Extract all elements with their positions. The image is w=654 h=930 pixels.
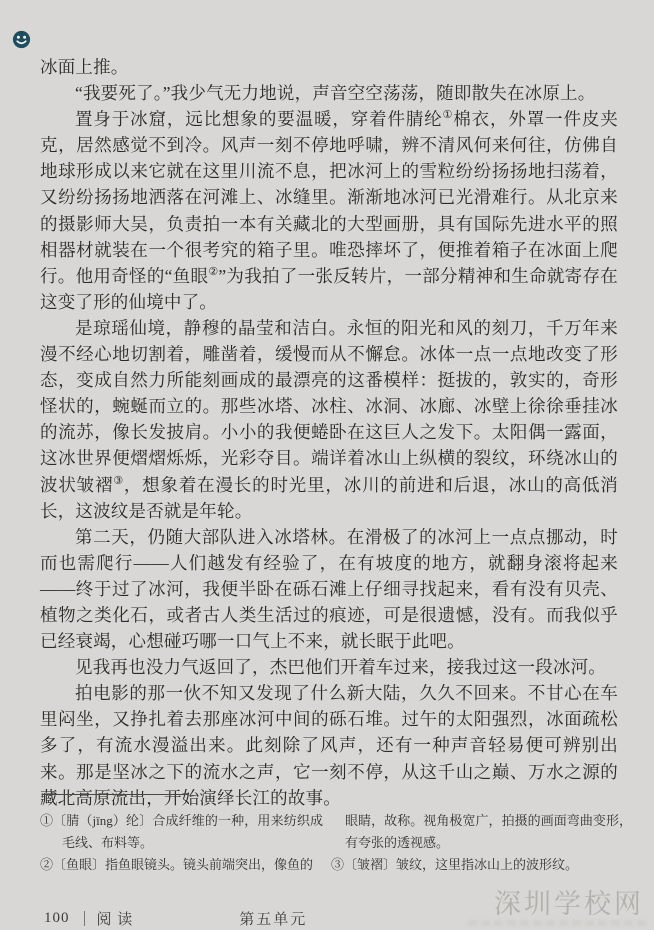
passage-paragraph: 冰面上推。 <box>40 57 129 77</box>
smiley-icon-svg <box>12 30 31 49</box>
watermark: 深圳学校网 <box>494 889 644 919</box>
footnotes <box>40 810 632 876</box>
scan-smudge <box>468 920 648 926</box>
passage-paragraph: 拍电影的那一伙不知又发现了什么新大陆，久久不回来。不甘心在车里闷坐，又挣扎着去那座冰河中间的砾石堆。过午的太阳强烈，冰面疏松多了，有流水漫溢出来。此刻除了风声，还有一种声音轻易便可辨别出来。那是坚冰之下的流水之声，它一刻不停，从这千山之巅、万水之源的藏北高原流出，开始演绎长江的故事。 <box>40 683 618 808</box>
page-footer <box>44 908 307 929</box>
footnote-column-right <box>331 810 632 876</box>
footnote-column-left <box>40 810 323 876</box>
footnote-item: ②〔鱼眼〕指鱼眼镜头。镜头前端突出，像鱼的 <box>40 857 314 872</box>
reading-passage <box>40 54 618 811</box>
footnote-ref: ② <box>208 265 219 278</box>
footer-divider <box>84 911 85 926</box>
footnote-item: ①〔腈（jīng）纶〕合成纤维的一种，用来纺织成毛线、布料等。 <box>40 813 323 850</box>
footnote-ref: ① <box>442 109 454 122</box>
passage-paragraph: 是琼瑶仙境，静穆的晶莹和洁白。永恒的阳光和风的刻刀，千万年来漫不经心地切割着，雕凿着，缓慢而从不懈怠。冰体一点一点地改变了形态，变成自然力所能刻画成的最漂亮的这番模样：挺拔的，敦实的，奇形怪状的，蜿蜒而立的。那些冰塔、冰柱、冰洞、冰廊、冰壁上徐徐垂挂冰的流苏，像长发披肩。小小的我便蜷卧在这巨人之发下。太阳偶一露面，这冰世界便熠熠烁烁，光彩夺目。端详着冰山上纵横的裂纹，环绕冰山的波状皱褶③，想象着在漫长的时光里，冰川的前进和后退，冰山的高低消长，这波纹是否就是年轮。 <box>40 317 618 521</box>
passage-paragraph: “我要死了。”我少气无力地说，声音空空荡荡，随即散失在冰原上。 <box>75 83 596 104</box>
footnote-item: ③〔皱褶〕皱纹，这里指冰山上的波形纹。 <box>331 857 579 872</box>
footnote-separator <box>42 794 189 795</box>
footnote-item: 眼睛，故称。视角极宽广，拍摄的画面弯曲变形，有夸张的透视感。 <box>345 813 632 850</box>
footnote-ref: ③ <box>113 474 124 487</box>
page-number: 100 <box>44 910 70 926</box>
smiley-icon <box>12 30 31 49</box>
passage-paragraph: 第二天，仍随大部队进入冰塔林。在滑极了的冰河上一点点挪动，时而也需爬行——人们越发有经验了，在有坡度的地方，就翻身滚将起来——终于过了冰河，我便半卧在砾石滩上仔细寻找起来，看有没有贝壳、植物之类化石，或者古人类生活过的痕迹，可是很遗憾，没有。而我似乎已经衰竭，心想碰巧哪一口气上不来，就长眠于此吧。 <box>40 526 618 652</box>
passage-paragraph: 见我再也没力气返回了，杰巴他们开着车过来，接我过这一段冰河。 <box>75 657 606 678</box>
footer-section-label: 阅 读 <box>96 912 134 928</box>
footer-unit-label: 第五单元 <box>239 912 308 928</box>
passage-paragraph: 置身于冰窟，远比想象的要温暖，穿着件腈纶①棉衣，外罩一件皮夹克，居然感觉不到冷。风声一刻不停地呼啸，辨不清风何来何往，仿佛自地球形成以来它就在这里川流不息，把冰河上的雪粒纷纷扬扬地扫荡着，又纷纷扬扬地洒落在河滩上、冰缝里。渐渐地冰河已光滑难行。从北京来的摄影师大吴，负责拍一本有关藏北的大型画册，具有国际先进水平的照相器材就装在一个很考究的箱子里。唯恐摔坏了，便推着箱子在冰面上爬行。他用奇怪的“鱼眼②”为我拍了一张反转片，一部分精神和生命就寄存在这变了形的仙境中了。 <box>40 109 619 312</box>
